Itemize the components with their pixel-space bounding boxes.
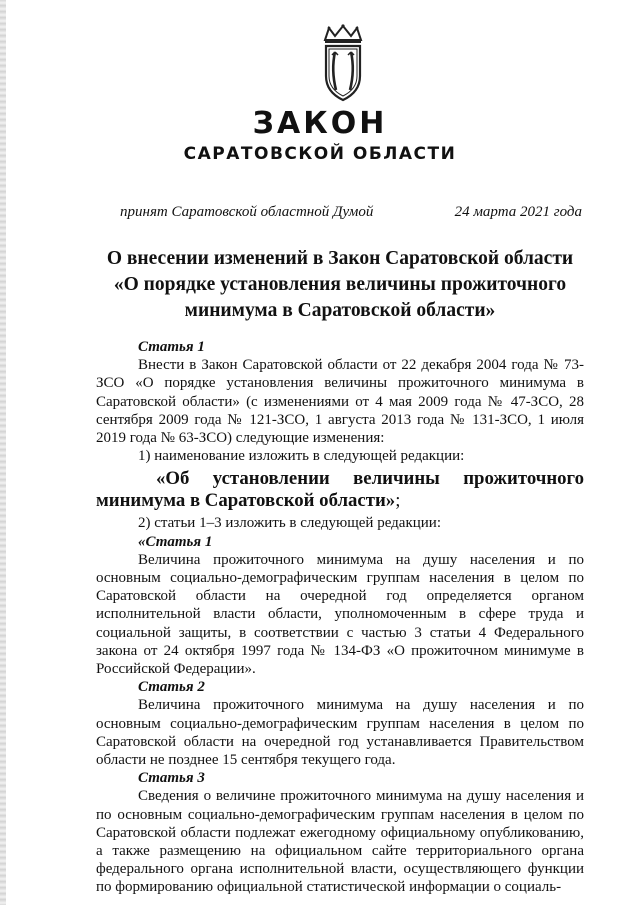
document-title: ЗАКОН: [252, 106, 388, 141]
article-paragraph: 2) статьи 1–3 изложить в следующей редакции:: [138, 515, 441, 532]
heading-line: «О порядке установления величины прожиточного: [113, 274, 567, 295]
heading-line: минимума в Саратовской области»: [184, 300, 496, 321]
heading-line: О внесении изменений в Закон Саратовской области: [106, 248, 574, 269]
new-law-name-text: «Об установлении величины прожиточного минимума в Саратовской области»: [96, 468, 584, 512]
new-law-name: [96, 468, 584, 512]
saratov-coat-of-arms-icon: [321, 24, 365, 102]
article-paragraph: Внести в Закон Саратовской области от 22 декабря 2004 года № 73-ЗСО «О порядке установления величины прожиточного минимума в Саратовской области» (с изменениями от 4 мая 2009 года № 47-ЗСО, 28 сентября 2009 года № 121-ЗСО, 1 августа 2013 года № 131-ЗСО, 1 июля 2019 года № 63-ЗСО) следующие изменения:: [96, 357, 584, 447]
new-law-name-tail: ;: [395, 490, 401, 512]
adopted-by: принят Саратовской областной Думой: [120, 204, 374, 220]
adopted-date: 24 марта 2021 года: [454, 204, 582, 220]
article-paragraph: Сведения о величине прожиточного минимума на душу населения и по основным социально-демографическим группам населения в целом по Саратовской области подлежат ежегодному официальному опубликованию, а также размещению на официальном сайте территориального органа федерального органа исполнительной власти, осуществляющего функции по формированию официальной статистической информации о социаль-: [96, 788, 584, 896]
law-heading: [60, 246, 620, 324]
article-paragraph: 1) наименование изложить в следующей редакции:: [138, 448, 465, 465]
article-label: Статья 1: [138, 339, 205, 355]
article-paragraph: Величина прожиточного минимума на душу населения и по основным социально-демографическим группам населения в целом по Саратовской области на очередной год определяется органом исполнительной власти области, уполномоченным в сфере труда и социальной защиты, в соответствии с частью 3 статьи 4 Федерального закона от 24 октября 1997 года № 134-ФЗ «О прожиточном минимуме в Российской Федерации».: [96, 551, 584, 678]
article-paragraph: Величина прожиточного минимума на душу населения и по основным социально-демографическим группам населения в целом по Саратовской области на очередной год устанавливается Правительством области не позднее 15 сентября текущего года.: [96, 697, 584, 769]
document-body: [96, 338, 584, 897]
document-subtitle: САРАТОВСКОЙ ОБЛАСТИ: [183, 144, 457, 164]
article-label: Статья 3: [138, 770, 205, 787]
article-label: «Статья 1: [138, 533, 213, 550]
article-label: Статья 2: [138, 679, 205, 696]
